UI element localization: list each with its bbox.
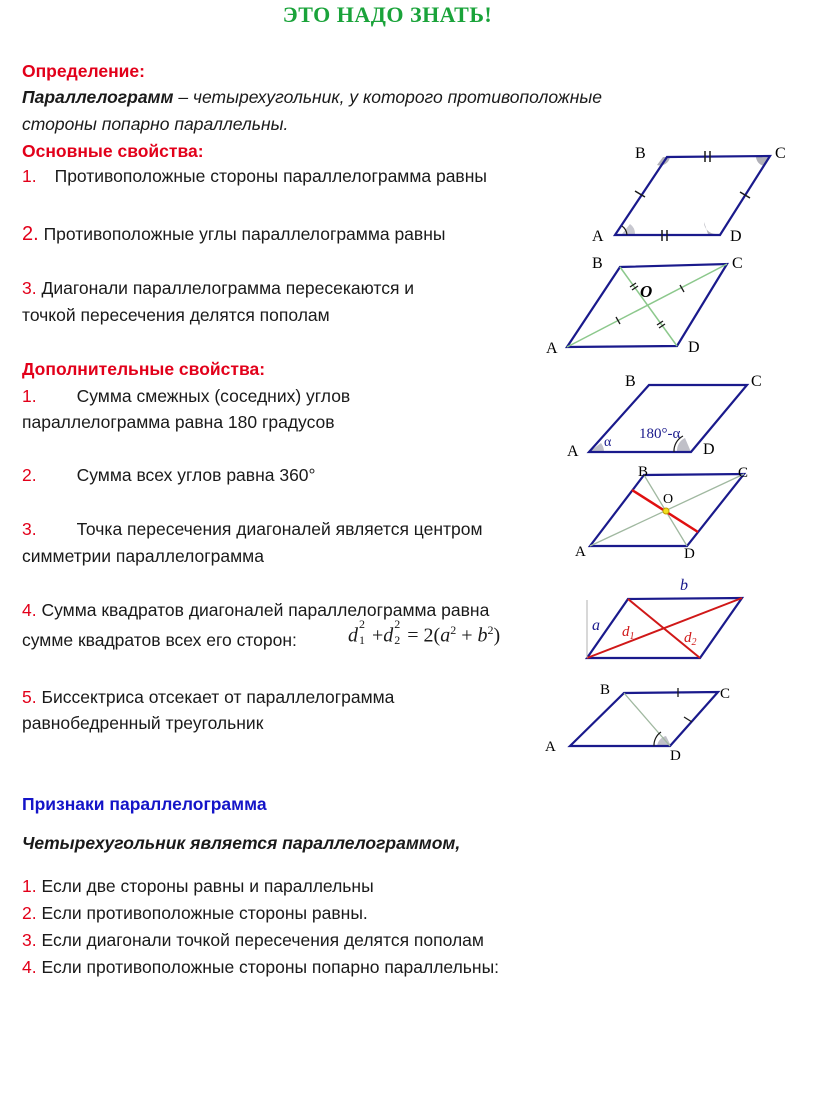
fig5-diagonal-d1 <box>628 599 700 658</box>
fig2-label-b: B <box>592 255 603 272</box>
formula-d2-power: 2 <box>394 617 401 631</box>
additional-property-2 <box>22 462 316 489</box>
diagonal-formula <box>348 617 501 648</box>
fig6-label-b: B <box>600 682 611 698</box>
fig4-label-a: A <box>575 544 586 560</box>
basic-property-1-number: 1. <box>22 166 37 186</box>
fig3-label-c: C <box>751 373 762 390</box>
fig5-label-d2: $d_2$ <box>684 630 697 648</box>
fig6-label-a: A <box>545 739 556 755</box>
additional-property-3 <box>22 516 483 543</box>
additional-property-4-text: Сумма квадратов диагоналей параллелограмма равна <box>41 600 490 620</box>
basic-property-2 <box>22 221 445 248</box>
figure-adjacent-angles <box>555 370 770 460</box>
additional-property-4-line-2: сумме квадратов всех его сторон: <box>22 630 297 650</box>
fig4-label-b: B <box>638 464 649 480</box>
sign-4-text: Если противоположные стороны попарно параллельны: <box>41 957 500 977</box>
sign-1-text: Если две стороны равны и параллельны <box>41 876 374 896</box>
additional-property-3-text: Точка пересечения диагоналей является центром <box>76 519 483 539</box>
fig1-label-a: A <box>592 228 604 245</box>
fig3-label-d: D <box>703 441 715 458</box>
formula-d2-sub: 2 <box>394 633 401 647</box>
fig5-label-d1: $d_1$ <box>622 624 635 642</box>
fig6-label-d: D <box>670 748 681 764</box>
fig5-label-a: a <box>592 617 600 634</box>
definition-term: Параллелограмм <box>22 87 174 107</box>
additional-property-1-text: Сумма смежных (соседних) углов <box>76 386 351 406</box>
fig3-label-alpha: α <box>604 435 612 450</box>
formula-close: ) <box>493 624 501 647</box>
fig2-label-o: O <box>640 282 653 301</box>
additional-property-1-number: 1. <box>22 386 37 406</box>
additional-property-3-line-2: симметрии параллелограмма <box>22 546 264 566</box>
fig1-label-b: B <box>635 145 646 162</box>
figure-diagonal-squares <box>580 572 750 664</box>
fig2-label-c: C <box>732 255 743 272</box>
fig1-angle-d <box>704 222 716 234</box>
basic-property-1 <box>22 163 487 190</box>
fig6-label-c: C <box>720 686 731 702</box>
formula-equals: = 2( <box>407 624 441 647</box>
fig2-diagonal-bd <box>620 267 677 346</box>
sign-3-number: 3. <box>22 930 37 950</box>
fig1-label-c: C <box>775 145 786 162</box>
sign-2-number: 2. <box>22 903 37 923</box>
figure-diagonals <box>540 250 770 360</box>
fig1-angle-a <box>622 224 635 234</box>
basic-property-3-line-2: точкой пересечения делятся пополам <box>22 305 330 325</box>
basic-property-2-number: 2. <box>22 223 39 245</box>
formula-a-power: 2 <box>450 623 457 637</box>
basic-property-1-text: Противоположные стороны параллелограмма равны <box>54 166 487 186</box>
fig4-label-c: C <box>738 465 749 481</box>
formula-b: b <box>477 624 488 647</box>
formula-a: a <box>440 624 451 647</box>
fig6-bisector <box>624 693 670 746</box>
additional-property-5 <box>22 684 394 711</box>
page-title: ЭТО НАДО ЗНАТЬ! <box>282 2 493 27</box>
fig4-label-o: O <box>663 492 674 507</box>
formula-plus-1: + <box>372 624 384 647</box>
basic-property-3 <box>22 275 414 302</box>
fig3-label-a: A <box>567 443 579 460</box>
sign-2 <box>22 900 368 927</box>
sign-4 <box>22 954 499 981</box>
additional-property-2-number: 2. <box>22 465 37 485</box>
sign-3 <box>22 927 484 954</box>
additional-property-5-number: 5. <box>22 687 37 707</box>
sign-1 <box>22 873 374 900</box>
sign-1-number: 1. <box>22 876 37 896</box>
basic-property-3-text: Диагонали параллелограмма пересекаются и <box>41 278 415 298</box>
formula-d1: d <box>348 624 358 647</box>
formula-d1-sub: 1 <box>359 633 365 647</box>
fig4-center-point <box>663 508 669 514</box>
fig6-tick-cd <box>684 717 692 722</box>
additional-property-4 <box>22 597 489 624</box>
signs-lead: Четырехугольник является параллелограммом, <box>22 833 461 853</box>
fig3-label-angle: 180°-α <box>639 426 681 442</box>
definition-line-2: стороны попарно параллельны. <box>22 114 289 134</box>
additional-property-1-line-2: параллелограмма равна 180 градусов <box>22 412 335 432</box>
additional-property-3-number: 3. <box>22 519 37 539</box>
fig1-label-d: D <box>730 228 742 245</box>
additional-property-1 <box>22 383 350 410</box>
fig2-label-a: A <box>546 340 558 357</box>
additional-property-5-line-2: равнобедренный треугольник <box>22 713 264 733</box>
sign-4-number: 4. <box>22 957 37 977</box>
signs-heading: Признаки параллелограмма <box>22 794 267 814</box>
definition-heading: Определение: <box>22 61 145 81</box>
figure-center-symmetry <box>560 462 760 562</box>
formula-d2: d <box>383 624 394 647</box>
fig3-label-b: B <box>625 373 636 390</box>
formula-plus-2: + <box>461 624 473 647</box>
additional-properties-heading: Дополнительные свойства: <box>22 359 266 379</box>
additional-property-2-text: Сумма всех углов равна 360° <box>76 465 316 485</box>
figure-opposite-sides <box>580 140 795 245</box>
basic-properties-heading: Основные свойства: <box>22 141 204 161</box>
definition-text-1: четырехугольник, у которого противоположные <box>192 87 602 107</box>
basic-property-2-text: Противоположные углы параллелограмма равны <box>43 224 446 244</box>
definition-line-1 <box>22 84 602 111</box>
formula-b-power: 2 <box>487 623 494 637</box>
fig4-label-d: D <box>684 546 695 562</box>
fig2-label-d: D <box>688 339 700 356</box>
sign-3-text: Если диагонали точкой пересечения делятся пополам <box>41 930 484 950</box>
basic-property-3-number: 3. <box>22 278 37 298</box>
additional-property-5-text: Биссектриса отсекает от параллелограмма <box>41 687 395 707</box>
fig5-label-b: b <box>680 577 688 594</box>
fig2-tick-3a <box>630 283 636 287</box>
figure-bisector <box>540 676 750 766</box>
formula-d1-power: 2 <box>359 617 365 631</box>
additional-property-4-number: 4. <box>22 600 37 620</box>
sign-2-text: Если противоположные стороны равны. <box>41 903 368 923</box>
definition-dash: – <box>173 87 193 107</box>
fig6-parallelogram <box>570 692 718 746</box>
